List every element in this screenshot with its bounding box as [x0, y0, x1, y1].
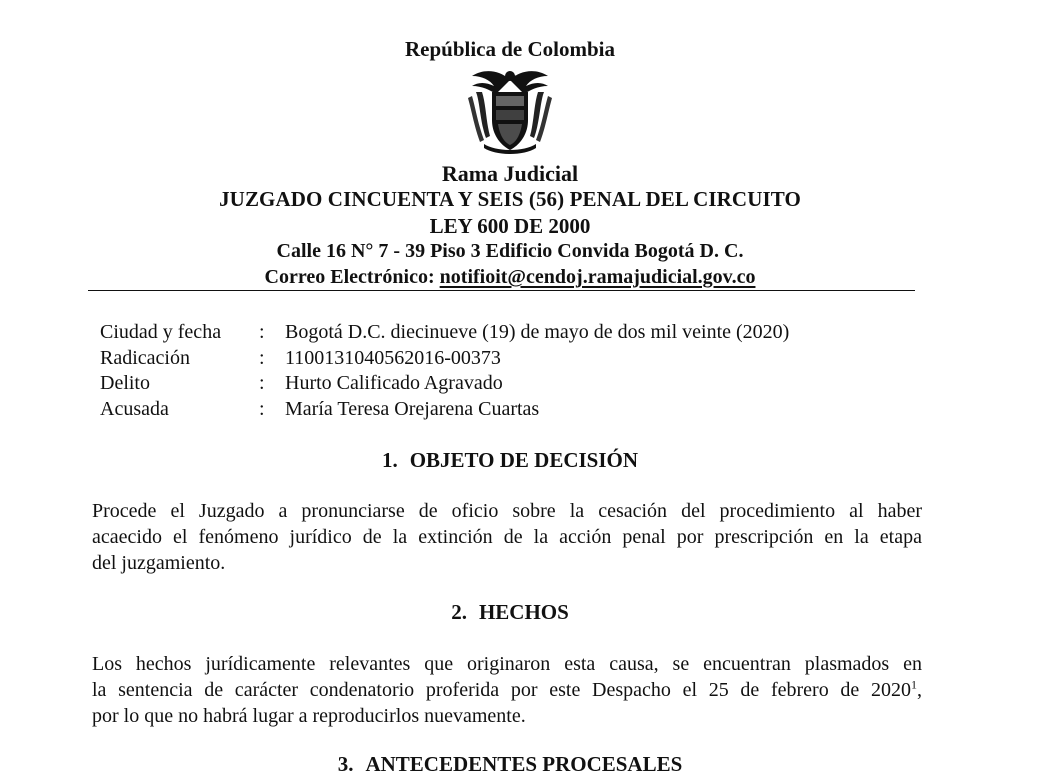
section-heading [150, 600, 870, 625]
email-line [150, 266, 870, 289]
case-info-label: Ciudad y fecha [100, 321, 222, 343]
law-heading: LEY 600 DE 2000 [429, 214, 591, 238]
section-number: 3. [337, 752, 354, 776]
case-info-value: Hurto Calificado Agravado [285, 372, 503, 394]
section-paragraph [92, 651, 922, 729]
section-heading [150, 448, 870, 473]
paragraph-line: por lo que no habrá lugar a reproducirlos nuevamente. [92, 705, 526, 727]
section-number: 1. [381, 448, 398, 472]
footnote-suffix: , [917, 679, 922, 701]
section-paragraph [92, 498, 922, 576]
case-info-value: Bogotá D.C. diecinueve (19) de mayo de dos mil veinte (2020) [285, 321, 790, 343]
case-info-separator: : [259, 398, 265, 420]
case-info-label: Radicación [100, 347, 190, 369]
address-heading: Calle 16 N° 7 - 39 Piso 3 Edificio Convida Bogotá D. C. [276, 240, 744, 262]
case-info-separator: : [259, 347, 265, 369]
paragraph-line-with-footnote [92, 677, 922, 703]
case-info-separator: : [259, 321, 265, 343]
section-title: HECHOS [478, 600, 569, 624]
paragraph-line: Procede el Juzgado a pronunciarse de oficio sobre la cesación del procedimiento al haber [92, 500, 922, 522]
section-number: 2. [451, 600, 467, 624]
case-info-value: María Teresa Orejarena Cuartas [285, 398, 540, 420]
section-title: ANTECEDENTES PROCESALES [365, 752, 683, 776]
paragraph-line: acaecido el fenómeno jurídico de la extinción de la acción penal por prescripción en la etapa [92, 526, 922, 548]
email-label: Correo Electrónico: [264, 266, 435, 288]
paragraph-line: del juzgamiento. [92, 552, 226, 574]
email-link[interactable]: notifioit@cendoj.ramajudicial.gov.co [439, 266, 756, 288]
court-heading: JUZGADO CINCUENTA Y SEIS (56) PENAL DEL CIRCUITO [219, 187, 801, 211]
paragraph-line: Los hechos jurídicamente relevantes que originaron esta causa, se encuentran plasmados en [92, 653, 922, 675]
case-info-label: Delito [100, 372, 150, 394]
case-info-value: 110013104056201​6-00373 [285, 347, 501, 369]
coat-of-arms-seal [462, 62, 558, 158]
paragraph-line-text: la sentencia de carácter condenatorio proferida por este Despacho el 25 de febrero de 2020 [92, 679, 911, 701]
country-heading: República de Colombia [404, 37, 616, 61]
section-heading [150, 752, 870, 777]
case-info-label: Acusada [100, 398, 169, 420]
footnote-reference[interactable]: 1 [911, 677, 917, 692]
header-divider [88, 290, 915, 291]
section-title: OBJETO DE DECISIÓN [409, 448, 639, 472]
case-info-separator: : [259, 372, 265, 394]
branch-heading: Rama Judicial [441, 161, 579, 186]
